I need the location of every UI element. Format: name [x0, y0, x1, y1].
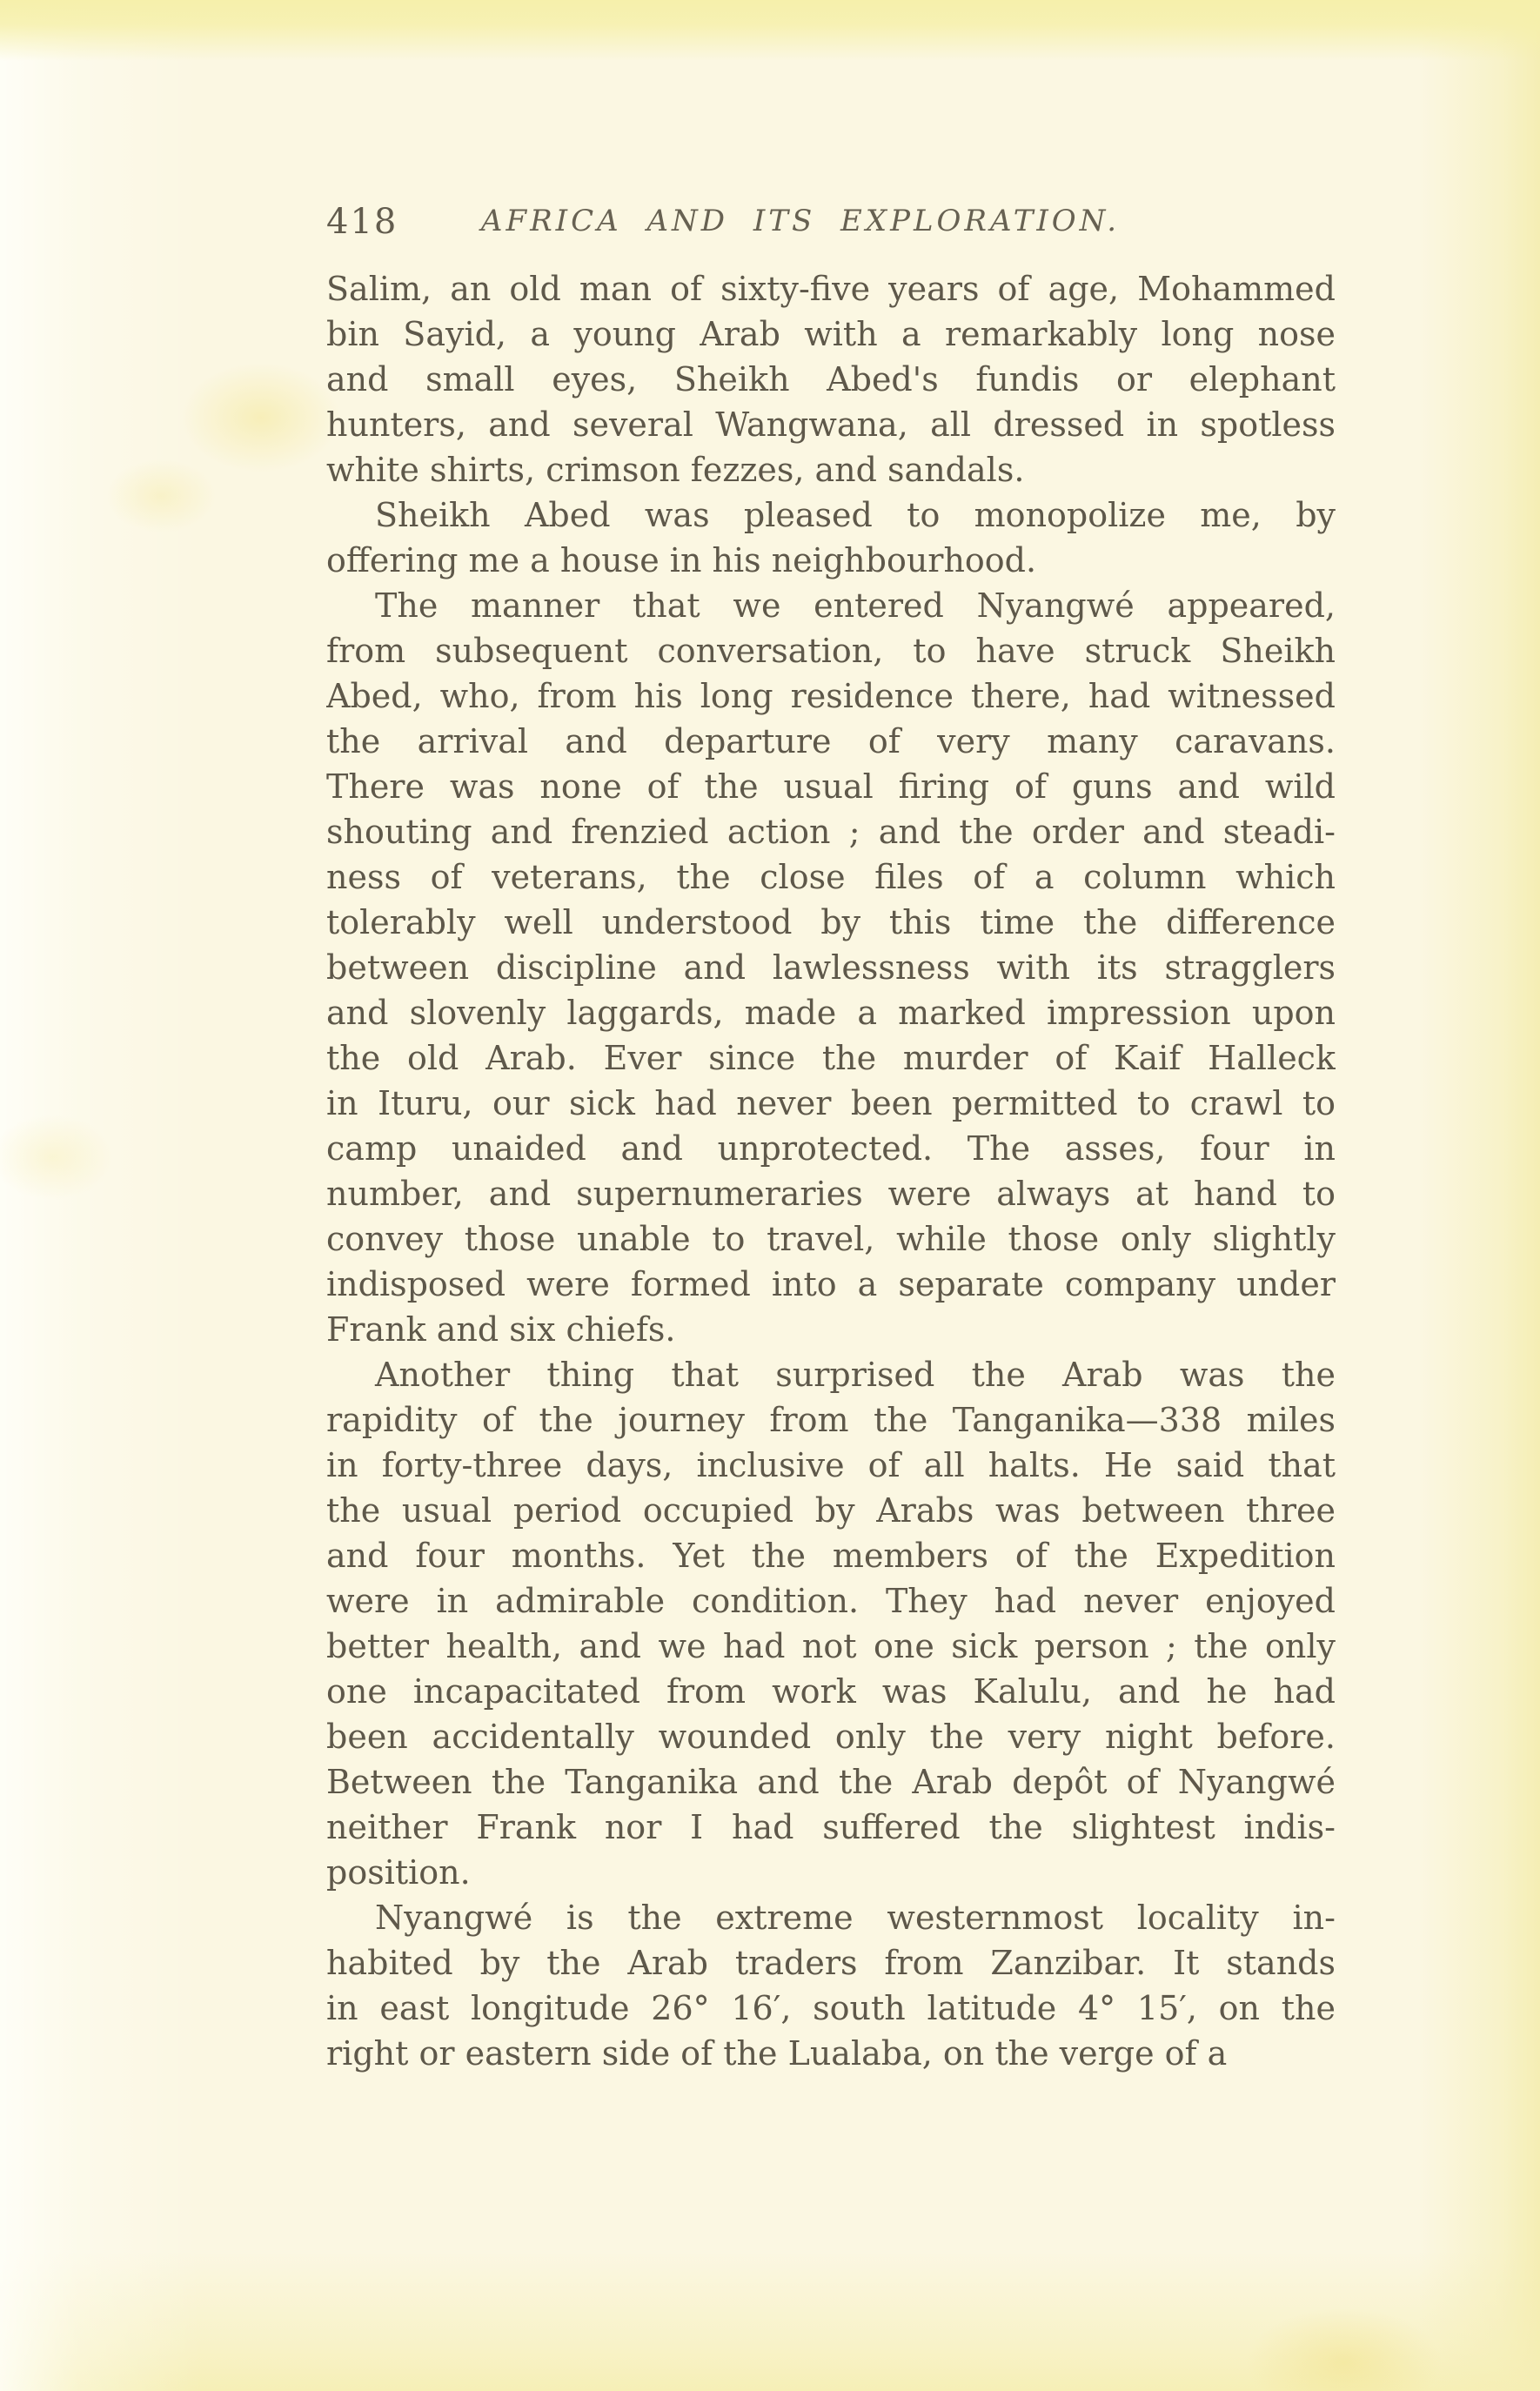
text-line: There was none of the usual firing of guns and wild: [326, 767, 1336, 806]
text-line: in Ituru, our sick had never been permitted to crawl to: [326, 1084, 1336, 1122]
text-line: between discipline and lawlessness with its stragglers: [326, 948, 1336, 987]
text-line: in east longitude 26° 16′, south latitude 4° 15′, on the: [326, 1989, 1336, 2027]
text-line: ness of veterans, the close files of a column which: [326, 858, 1336, 896]
text-block: [326, 266, 1336, 2076]
text-line: position.: [326, 1853, 471, 1892]
text-line: and four months. Yet the members of the Expedition: [326, 1537, 1336, 1575]
text-line: Sheikh Abed was pleased to monopolize me, by: [375, 496, 1336, 534]
text-line: in forty-three days, inclusive of all halts. He said that: [326, 1446, 1336, 1484]
text-line: right or eastern side of the Lualaba, on the verge of a: [326, 2034, 1228, 2073]
page-number: 418: [326, 202, 398, 242]
text-line: been accidentally wounded only the very night before.: [326, 1718, 1336, 1756]
text-line: Frank and six chiefs.: [326, 1310, 676, 1349]
text-line: were in admirable condition. They had never enjoyed: [326, 1582, 1336, 1620]
text-line: better health, and we had not one sick person ; the only: [326, 1627, 1336, 1665]
paragraph: [326, 1895, 1336, 2076]
text-line: the old Arab. Ever since the murder of Kaif Halleck: [326, 1039, 1336, 1077]
running-head: [326, 198, 1336, 247]
text-line: Salim, an old man of sixty-five years of age, Mohammed: [326, 270, 1336, 308]
text-line: and small eyes, Sheikh Abed's fundis or elephant: [326, 360, 1336, 398]
text-line: convey those unable to travel, while those only slightly: [326, 1220, 1336, 1258]
text-line: tolerably well understood by this time the difference: [326, 903, 1336, 941]
text-line: the arrival and departure of very many caravans.: [326, 722, 1336, 760]
text-line: neither Frank nor I had suffered the slightest indis-: [326, 1808, 1336, 1846]
paragraph: [326, 266, 1336, 492]
text-line: indisposed were formed into a separate company under: [326, 1265, 1336, 1303]
paragraph: [326, 1352, 1336, 1895]
text-line: shouting and frenzied action ; and the order and steadi-: [326, 813, 1336, 851]
text-line: offering me a house in his neighbourhood.: [326, 541, 1037, 579]
text-line: habited by the Arab traders from Zanzibar. It stands: [326, 1944, 1336, 1982]
text-line: rapidity of the journey from the Tanganika—338 miles: [326, 1401, 1336, 1439]
text-line: Abed, who, from his long residence there, had witnessed: [326, 677, 1336, 715]
text-line: Nyangwé is the extreme westernmost locality in-: [375, 1899, 1336, 1937]
text-line: bin Sayid, a young Arab with a remarkably long nose: [326, 315, 1336, 353]
text-line: Between the Tanganika and the Arab depôt of Nyangwé: [326, 1763, 1336, 1801]
text-line: Another thing that surprised the Arab was the: [375, 1356, 1336, 1394]
text-line: one incapacitated from work was Kalulu, and he had: [326, 1672, 1336, 1711]
paragraph: [326, 583, 1336, 1352]
text-line: number, and supernumeraries were always at hand to: [326, 1175, 1336, 1213]
text-line: hunters, and several Wangwana, all dressed in spotless: [326, 405, 1336, 444]
text-line: the usual period occupied by Arabs was between three: [326, 1491, 1336, 1530]
text-line: camp unaided and unprotected. The asses, four in: [326, 1129, 1336, 1168]
text-line: The manner that we entered Nyangwé appeared,: [375, 586, 1336, 625]
paragraph: [326, 492, 1336, 583]
text-line: white shirts, crimson fezzes, and sandals.: [326, 451, 1025, 489]
text-line: from subsequent conversation, to have struck Sheikh: [326, 632, 1336, 670]
running-title: AFRICA AND ITS EXPLORATION.: [480, 204, 1121, 238]
text-line: and slovenly laggards, made a marked impression upon: [326, 994, 1336, 1032]
